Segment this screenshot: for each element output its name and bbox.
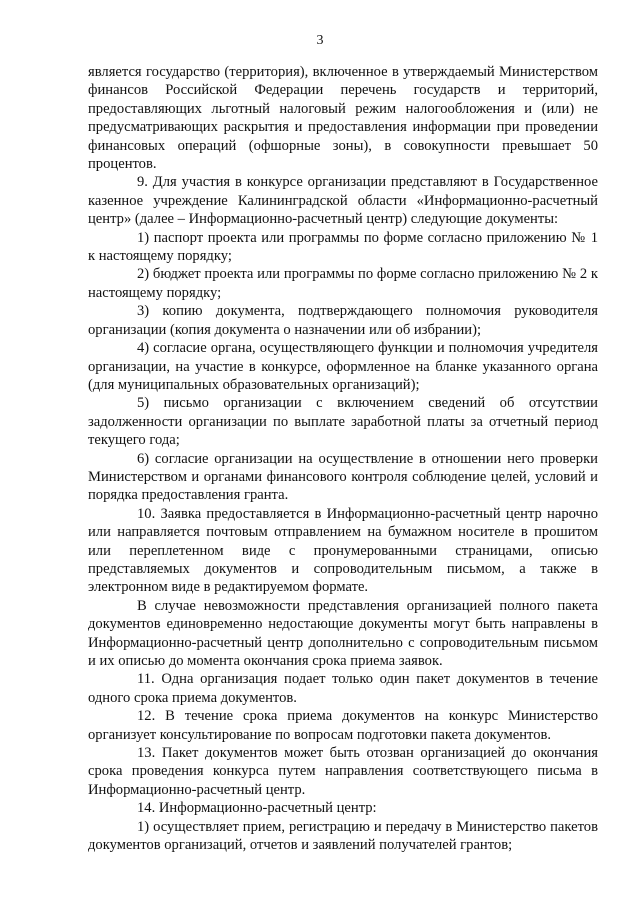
paragraph-continuation: является государство (территория), включенное в утверждаемый Министерством финансов Российской Федерации перечень государств и территорий, предоставляющих льготный налоговый режим налогообложения и (или) не предусматривающих раскрытия и предоставления информации при проведении финансовых операций (офшорные зоны), в совокупности превышает 50 процентов. [88,64,598,173]
list-item-1: 1) паспорт проекта или программы по форме согласно приложению № 1 к настоящему порядку; [88,229,598,265]
list-item-14-1: 1) осуществляет прием, регистрацию и передачу в Министерство пакетов документов организаций, отчетов и заявлений получателей грантов; [88,818,598,854]
document-body [88,63,598,854]
paragraph-clause-14: 14. Информационно-расчетный центр: [137,800,377,817]
paragraph-clause-11: 11. Одна организация подает только один пакет документов в течение одного срока приема документов. [88,671,598,706]
paragraph-incomplete-package: В случае невозможности представления организацией полного пакета документов единовременно недостающие документы могут быть направлены в Информационно-расчетный центр дополнительно с сопроводительным письмом и их описью до момента окончания срока приема заявок. [88,597,598,669]
list-item-2: 2) бюджет проекта или программы по форме согласно приложению № 2 к настоящему порядку; [88,266,598,301]
paragraph-clause-12: 12. В течение срока приема документов на конкурс Министерство организует консультирование по вопросам подготовки пакета документов. [88,708,598,743]
list-item-3: 3) копию документа, подтверждающего полномочия руководителя организации (копия документа о назначении или об избрании); [88,303,598,338]
paragraph-clause-9: 9. Для участия в конкурсе организации представляют в Государственное казенное учреждение Калининградской области «Информационно-расчетный центр» (далее – Информационно-расчетный центр) следующие документы: [88,174,598,228]
list-item-4: 4) согласие органа, осуществляющего функции и полномочия учредителя организации, на участие в конкурсе, оформленное на бланке указанного органа (для муниципальных образовательных организаций); [88,340,598,393]
paragraph-clause-10: 10. Заявка предоставляется в Информационно-расчетный центр нарочно или направляется почтовым отправлением на бумажном носителе в прошитом или переплетенном виде с пронумерованными страницами, описью представляемых документов и сопроводительным письмом, а также в электронном виде в редактируемом формате. [88,505,598,596]
paragraph-clause-13: 13. Пакет документов может быть отозван организацией до окончания срока проведения конкурса путем направления соответствующего письма в Информационно-расчетный центр. [88,745,598,798]
page-number: 3 [316,33,324,48]
list-item-5: 5) письмо организации с включением сведений об отсутствии задолженности организации по выплате заработной платы за отчетный период текущего года; [88,395,598,449]
list-item-6: 6) согласие организации на осуществление в отношении него проверки Министерством и органами финансового контроля соблюдение целей, условий и порядка предоставления гранта. [88,450,598,504]
